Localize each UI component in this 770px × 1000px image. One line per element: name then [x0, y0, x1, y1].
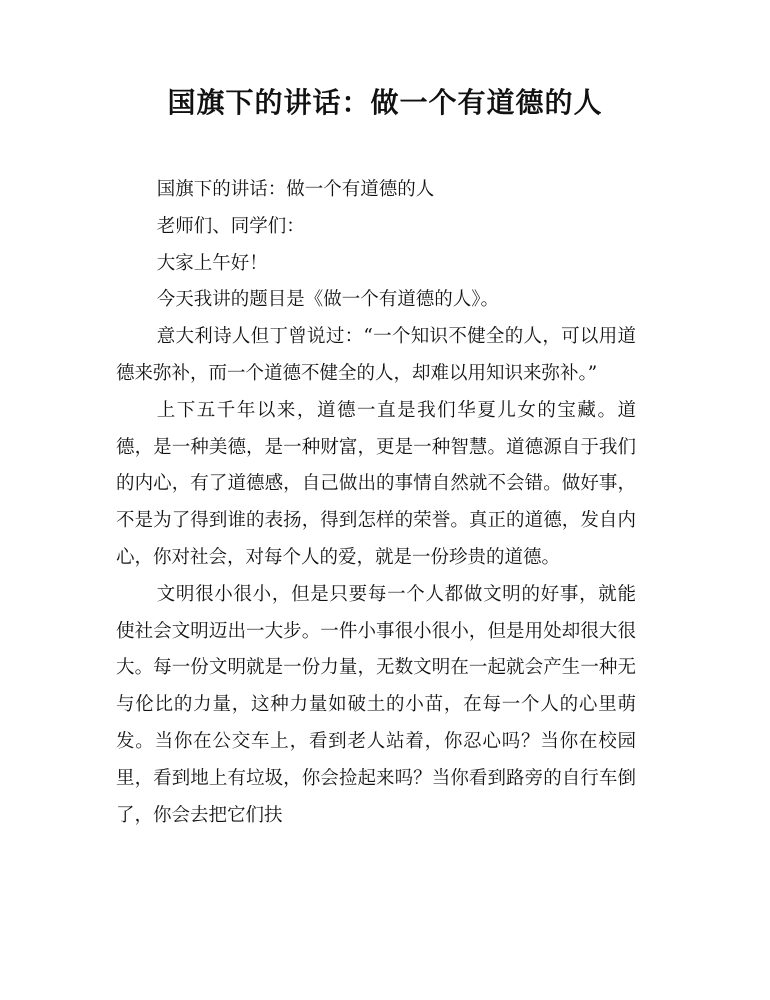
paragraph: 大家上午好！: [156, 252, 268, 274]
paragraph: 意大利诗人但丁曾说过：“一个知识不健全的人，可以用道德来弥补，而一个道德不健全的人，却难以用知识来弥补。”: [116, 326, 636, 384]
document-title: 国旗下的讲话：做一个有道德的人: [167, 86, 603, 119]
paragraph: 老师们、同学们：: [156, 215, 305, 237]
paragraph: 国旗下的讲话：做一个有道德的人: [156, 179, 435, 200]
paragraph: 文明很小很小，但是只要每一个人都做文明的好事，就能使社会文明迈出一大步。一件小事很小很小，但是用处却很大很大。每一份文明就是一份力量，无数文明在一起就会产生一种无与伦比的力量，这种力量如破土的小苗，在每一个人的心里萌发。当你在公交车上，看到老人站着，你忍心吗？当你在校园里，看到地上有垃圾，你会捡起来吗？当你看到路旁的自行车倒了，你会去把它们扶: [116, 583, 636, 826]
paragraph: 今天我讲的题目是《做一个有道德的人》。: [156, 289, 499, 311]
paragraph: 上下五千年以来，道德一直是我们华夏儿女的宝藏。道德，是一种美德，是一种财富，更是一种智慧。道德源自于我们的内心，有了道德感，自己做出的事情自然就不会错。做好事，不是为了得到谁的表扬，得到怎样的荣誉。真正的道德，发自内心，你对社会，对每个人的爱，就是一份珍贵的道德。: [116, 399, 636, 568]
document-body: [116, 172, 636, 834]
